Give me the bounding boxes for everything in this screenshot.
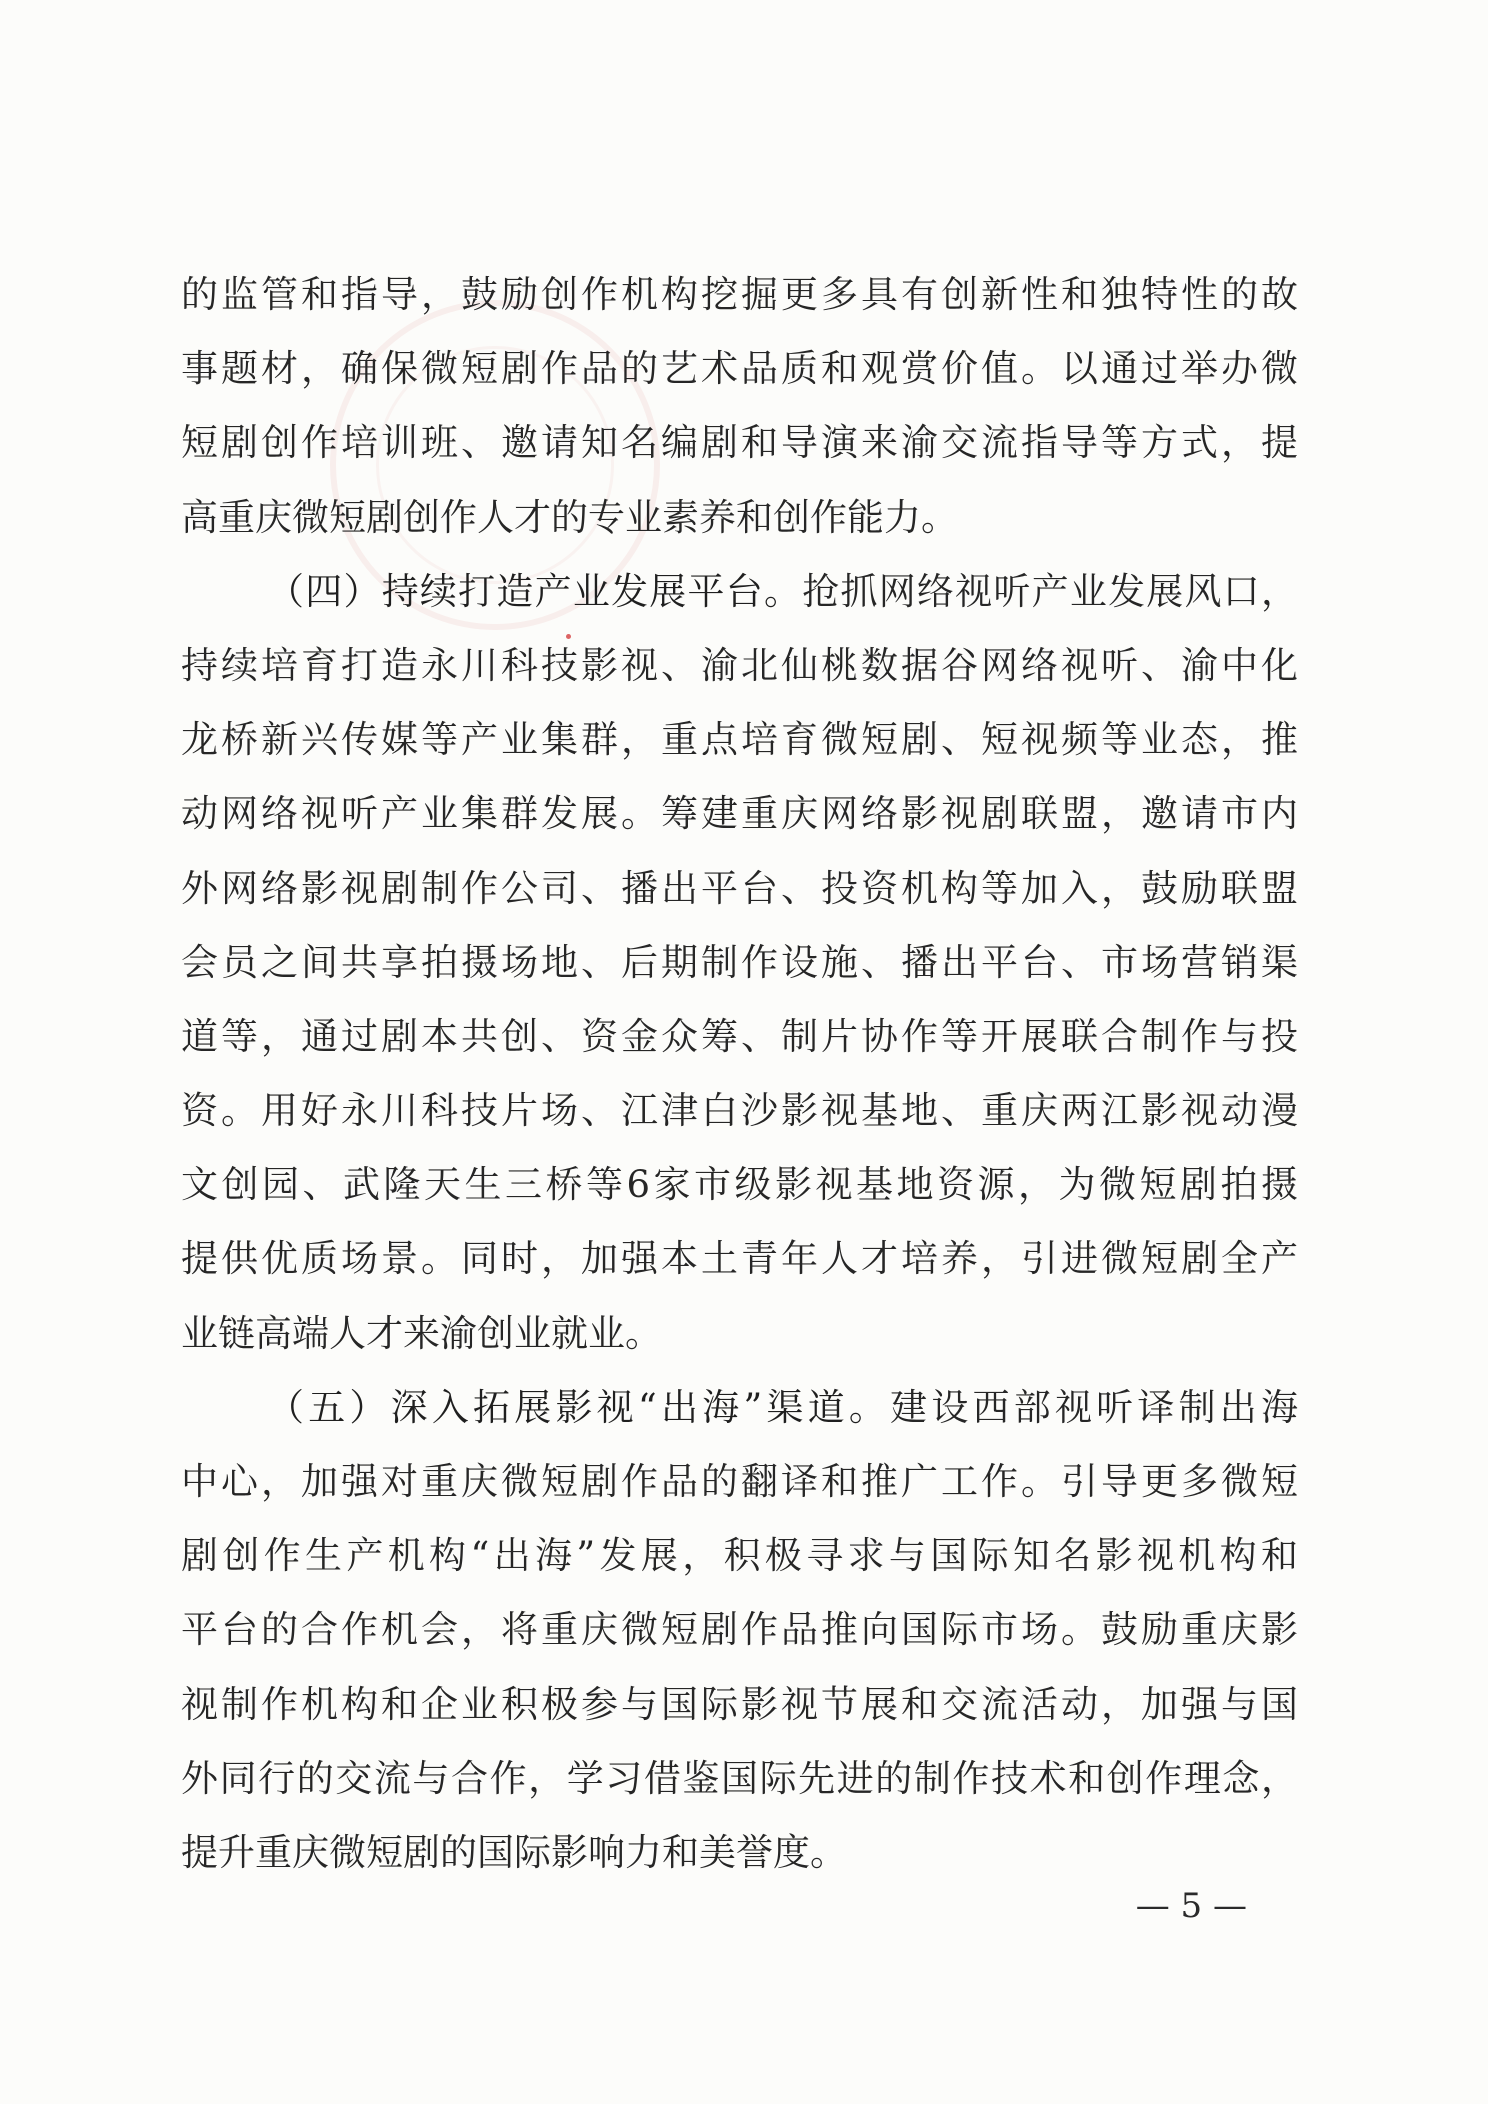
text-line: 动网络视听产业集群发展。筹建重庆网络影视剧联盟，邀请市内 xyxy=(181,792,1298,836)
text-line: 业链高端人才来渝创业就业。 xyxy=(181,1311,662,1355)
text-line: 外网络影视剧制作公司、播出平台、投资机构等加入，鼓励联盟 xyxy=(181,866,1298,910)
text-line: 会员之间共享拍摄场地、后期制作设施、播出平台、市场营销渠 xyxy=(181,940,1298,984)
section-heading-line xyxy=(181,555,1298,629)
text-line: 高重庆微短剧创作人才的专业素养和创作能力。 xyxy=(181,495,958,539)
text-line: 平台的合作机会，将重庆微短剧作品推向国际市场。鼓励重庆影 xyxy=(181,1608,1298,1652)
section-heading-five: （五）深入拓展影视“出海”渠道。 xyxy=(267,1385,891,1429)
text-line: 持续培育打造永川科技影视、渝北仙桃数据谷网络视听、渝中化 xyxy=(181,643,1298,687)
text-span: 建设西部视听译制出海 xyxy=(890,1385,1298,1429)
text-line: 龙桥新兴传媒等产业集群，重点培育微短剧、短视频等业态，推 xyxy=(181,718,1298,762)
text-line: 提供优质场景。同时，加强本土青年人才培养，引进微短剧全产 xyxy=(181,1237,1298,1281)
text-line: 提升重庆微短剧的国际影响力和美誉度。 xyxy=(181,1830,847,1874)
text-line: 剧创作生产机构“出海”发展，积极寻求与国际知名影视机构和 xyxy=(181,1534,1298,1578)
section-heading-four: （四）持续打造产业发展平台。 xyxy=(267,569,803,613)
text-line: 外同行的交流与合作，学习借鉴国际先进的制作技术和创作理念， xyxy=(181,1756,1298,1800)
text-line: 短剧创作培训班、邀请知名编剧和导演来渝交流指导等方式，提 xyxy=(181,421,1298,465)
body-text xyxy=(181,258,1298,1890)
text-line: 道等，通过剧本共创、资金众筹、制片协作等开展联合制作与投 xyxy=(181,1014,1298,1058)
text-line: 事题材，确保微短剧作品的艺术品质和观赏价值。以通过举办微 xyxy=(181,347,1298,391)
text-line: 文创园、武隆天生三桥等6家市级影视基地资源，为微短剧拍摄 xyxy=(181,1163,1298,1207)
text-span: 抢抓网络视听产业发展风口， xyxy=(802,569,1298,613)
text-line: 的监管和指导，鼓励创作机构挖掘更多具有创新性和独特性的故 xyxy=(181,273,1298,316)
text-line: 资。用好永川科技片场、江津白沙影视基地、重庆两江影视动漫 xyxy=(181,1089,1298,1133)
page-number: — 5 — xyxy=(1135,1886,1247,1926)
text-line: 中心，加强对重庆微短剧作品的翻译和推广工作。引导更多微短 xyxy=(181,1460,1298,1503)
section-heading-line xyxy=(181,1371,1298,1445)
text-line: 视制作机构和企业积极参与国际影视节展和交流活动，加强与国 xyxy=(181,1682,1298,1726)
